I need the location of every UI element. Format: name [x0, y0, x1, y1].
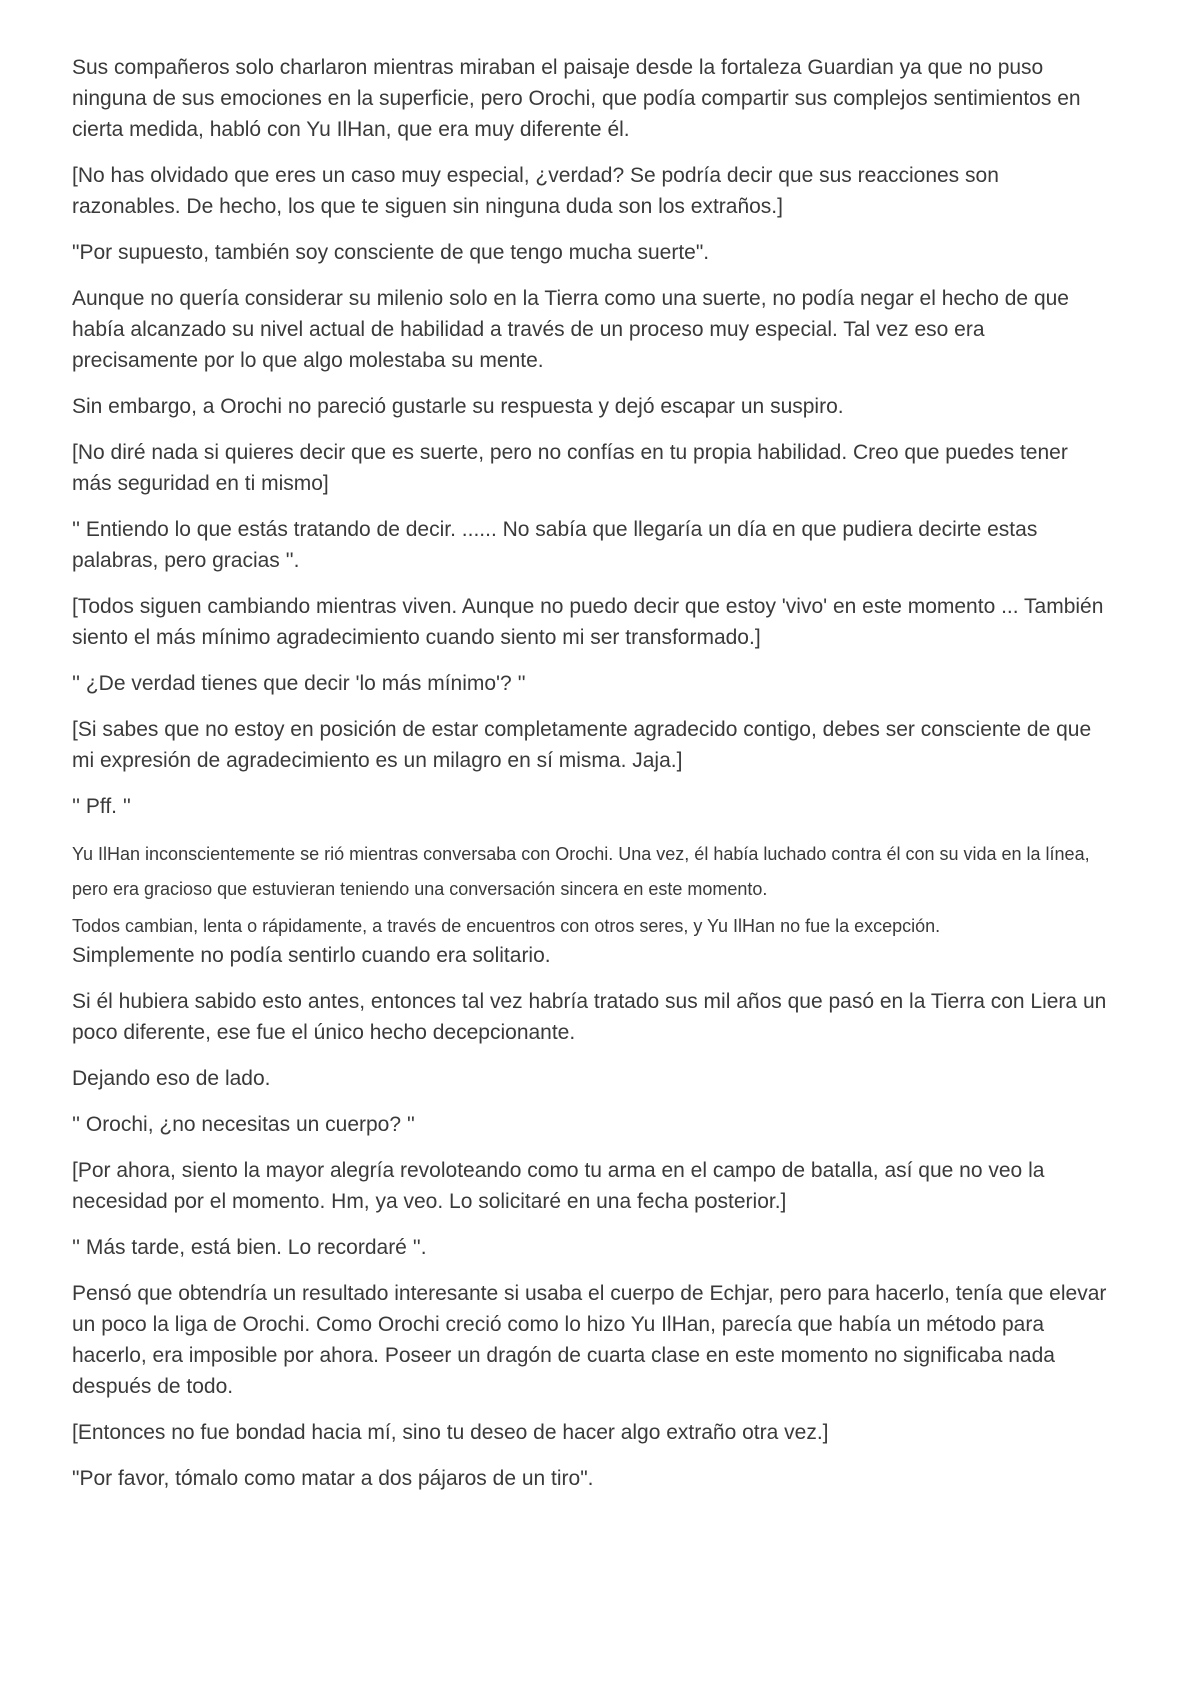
paragraph: Dejando eso de lado. [72, 1067, 271, 1090]
paragraph: [Todos siguen cambiando mientras viven. Aunque no puedo decir que estoy 'vivo' en este momento ... También siento el más mínimo agradecimiento cuando siento mi ser transformado.] [72, 595, 1104, 649]
paragraph: [No has olvidado que eres un caso muy especial, ¿verdad? Se podría decir que sus reacciones son razonables. De hecho, los que te siguen sin ninguna duda son los extraños.] [72, 164, 999, 218]
paragraph: [No diré nada si quieres decir que es suerte, pero no confías en tu propia habilidad. Creo que puedes tener más seguridad en ti mismo] [72, 441, 1068, 495]
paragraph: [Entonces no fue bondad hacia mí, sino tu deseo de hacer algo extraño otra vez.] [72, 1421, 829, 1444]
document-page [72, 52, 1112, 1509]
paragraph: Sus compañeros solo charlaron mientras miraban el paisaje desde la fortaleza Guardian ya que no puso ninguna de sus emociones en la superficie, pero Orochi, que podía compartir sus complejos sentimientos en cierta medida, habló con Yu IlHan, que era muy diferente él. [72, 56, 1081, 141]
paragraph: '' ¿De verdad tienes que decir 'lo más mínimo'? '' [72, 672, 526, 695]
paragraph: "Por supuesto, también soy consciente de que tengo mucha suerte". [72, 241, 710, 264]
paragraph: [Por ahora, siento la mayor alegría revoloteando como tu arma en el campo de batalla, así que no veo la necesidad por el momento. Hm, ya veo. Lo solicitaré en una fecha posterior.] [72, 1159, 1045, 1213]
paragraph: Pensó que obtendría un resultado interesante si usaba el cuerpo de Echjar, pero para hacerlo, tenía que elevar un poco la liga de Orochi. Como Orochi creció como lo hizo Yu IlHan, parecía que había un método para hacerlo, era imposible por ahora. Poseer un dragón de cuarta clase en este momento no significaba nada después de todo. [72, 1282, 1107, 1398]
paragraph: Simplemente no podía sentirlo cuando era solitario. [72, 944, 551, 967]
paragraph: Aunque no quería considerar su milenio solo en la Tierra como una suerte, no podía negar el hecho de que había alcanzado su nivel actual de habilidad a través de un proceso muy especial. Tal vez eso era precisamente por lo que algo molestaba su mente. [72, 287, 1069, 372]
paragraph: Si él hubiera sabido esto antes, entonces tal vez habría tratado sus mil años que pasó en la Tierra con Liera un poco diferente, ese fue el único hecho decepcionante. [72, 990, 1107, 1044]
paragraph: Yu IlHan inconscientemente se rió mientras conversaba con Orochi. Una vez, él había luchado contra él con su vida en la línea, pero era gracioso que estuvieran teniendo una conversación sincera en este momento. [72, 844, 1090, 899]
paragraph: '' Pff. '' [72, 795, 131, 818]
paragraph: '' Más tarde, está bien. Lo recordaré ''. [72, 1236, 427, 1259]
paragraph: [Si sabes que no estoy en posición de estar completamente agradecido contigo, debes ser consciente de que mi expresión de agradecimiento es un milagro en sí misma. Jaja.] [72, 718, 1092, 772]
paragraph: "Por favor, tómalo como matar a dos pájaros de un tiro". [72, 1467, 594, 1490]
paragraph: Todos cambian, lenta o rápidamente, a través de encuentros con otros seres, y Yu IlHan no fue la excepción. [72, 916, 941, 936]
paragraph: Sin embargo, a Orochi no pareció gustarle su respuesta y dejó escapar un suspiro. [72, 395, 844, 418]
paragraph: '' Orochi, ¿no necesitas un cuerpo? '' [72, 1113, 415, 1136]
paragraph: '' Entiendo lo que estás tratando de decir. ...... No sabía que llegaría un día en que pudiera decirte estas palabras, pero gracias ''. [72, 518, 1038, 572]
